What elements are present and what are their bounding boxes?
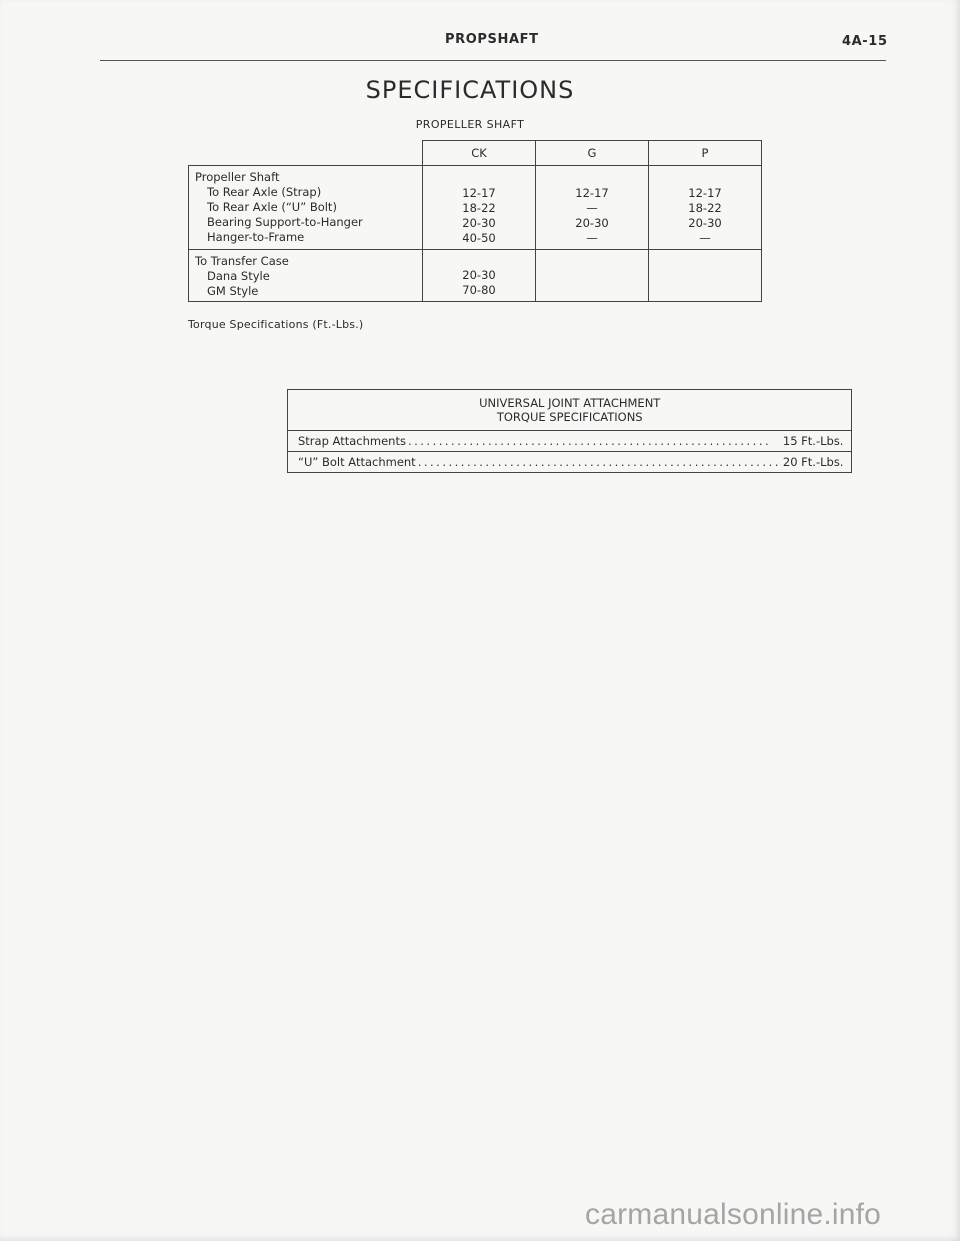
row-label: GM Style	[207, 284, 259, 298]
page-number: 4A-15	[842, 34, 888, 49]
table-row-group-propeller-shaft	[189, 166, 762, 250]
column-header-p: P	[649, 141, 762, 166]
dot-leader: ...........................................................	[407, 434, 772, 448]
table-cell: 20-30	[462, 268, 496, 282]
group-labels	[189, 250, 423, 302]
uj-title-line: UNIVERSAL JOINT ATTACHMENT	[479, 396, 661, 410]
header-blank-cell	[189, 141, 423, 166]
table-cell: 20-30	[575, 216, 609, 230]
table-cell: 18-22	[462, 201, 496, 215]
row-label: Dana Style	[207, 269, 270, 283]
table-cell: —	[586, 201, 598, 215]
row-label: To Rear Axle (“U” Bolt)	[207, 200, 337, 214]
table-cell: —	[586, 231, 598, 245]
group-heading: Propeller Shaft	[195, 170, 280, 184]
table-row	[288, 431, 852, 452]
table-footnote: Torque Specifications (Ft.-Lbs.)	[188, 318, 364, 331]
row-label: “U” Bolt Attachment	[298, 455, 416, 469]
column-header-ck: CK	[423, 141, 536, 166]
row-label: To Rear Axle (Strap)	[207, 185, 322, 199]
p-values	[649, 166, 762, 250]
header-rule	[100, 60, 886, 61]
table-cell: 12-17	[688, 186, 722, 200]
row-label: Strap Attachments	[298, 434, 406, 448]
universal-joint-table	[287, 389, 852, 473]
dot-leader: ...........................................................	[417, 455, 781, 469]
table-row-group-transfer-case	[189, 250, 762, 302]
group-labels	[189, 166, 423, 250]
g-values	[536, 250, 649, 302]
table-cell: 18-22	[688, 201, 722, 215]
uj-title-line: TORQUE SPECIFICATIONS	[496, 410, 643, 424]
ck-values	[423, 166, 536, 250]
table-cell: 20-30	[688, 216, 722, 230]
running-header-section: PROPSHAFT	[445, 32, 539, 47]
row-label: Hanger-to-Frame	[207, 230, 305, 244]
uj-table-title	[288, 390, 852, 431]
row-value: 20 Ft.-Lbs.	[782, 455, 844, 469]
table-cell: 20-30	[462, 216, 496, 230]
row-value: 15 Ft.-Lbs.	[782, 434, 844, 448]
group-heading: To Transfer Case	[195, 254, 289, 268]
table-header-row	[189, 141, 762, 166]
table-cell: 70-80	[462, 283, 496, 297]
column-header-g: G	[536, 141, 649, 166]
watermark: carmanualsonline.info	[585, 1198, 882, 1231]
propeller-shaft-table	[188, 140, 762, 302]
table-cell: 40-50	[462, 231, 496, 245]
row-label: Bearing Support-to-Hanger	[207, 215, 363, 229]
ck-values	[423, 250, 536, 302]
table-cell: 12-17	[462, 186, 496, 200]
table-cell: 12-17	[575, 186, 609, 200]
table-row	[288, 452, 852, 473]
page-title: SPECIFICATIONS	[365, 76, 575, 104]
table-cell: —	[699, 231, 711, 245]
table-caption: PROPELLER SHAFT	[415, 118, 525, 131]
p-values	[649, 250, 762, 302]
g-values	[536, 166, 649, 250]
